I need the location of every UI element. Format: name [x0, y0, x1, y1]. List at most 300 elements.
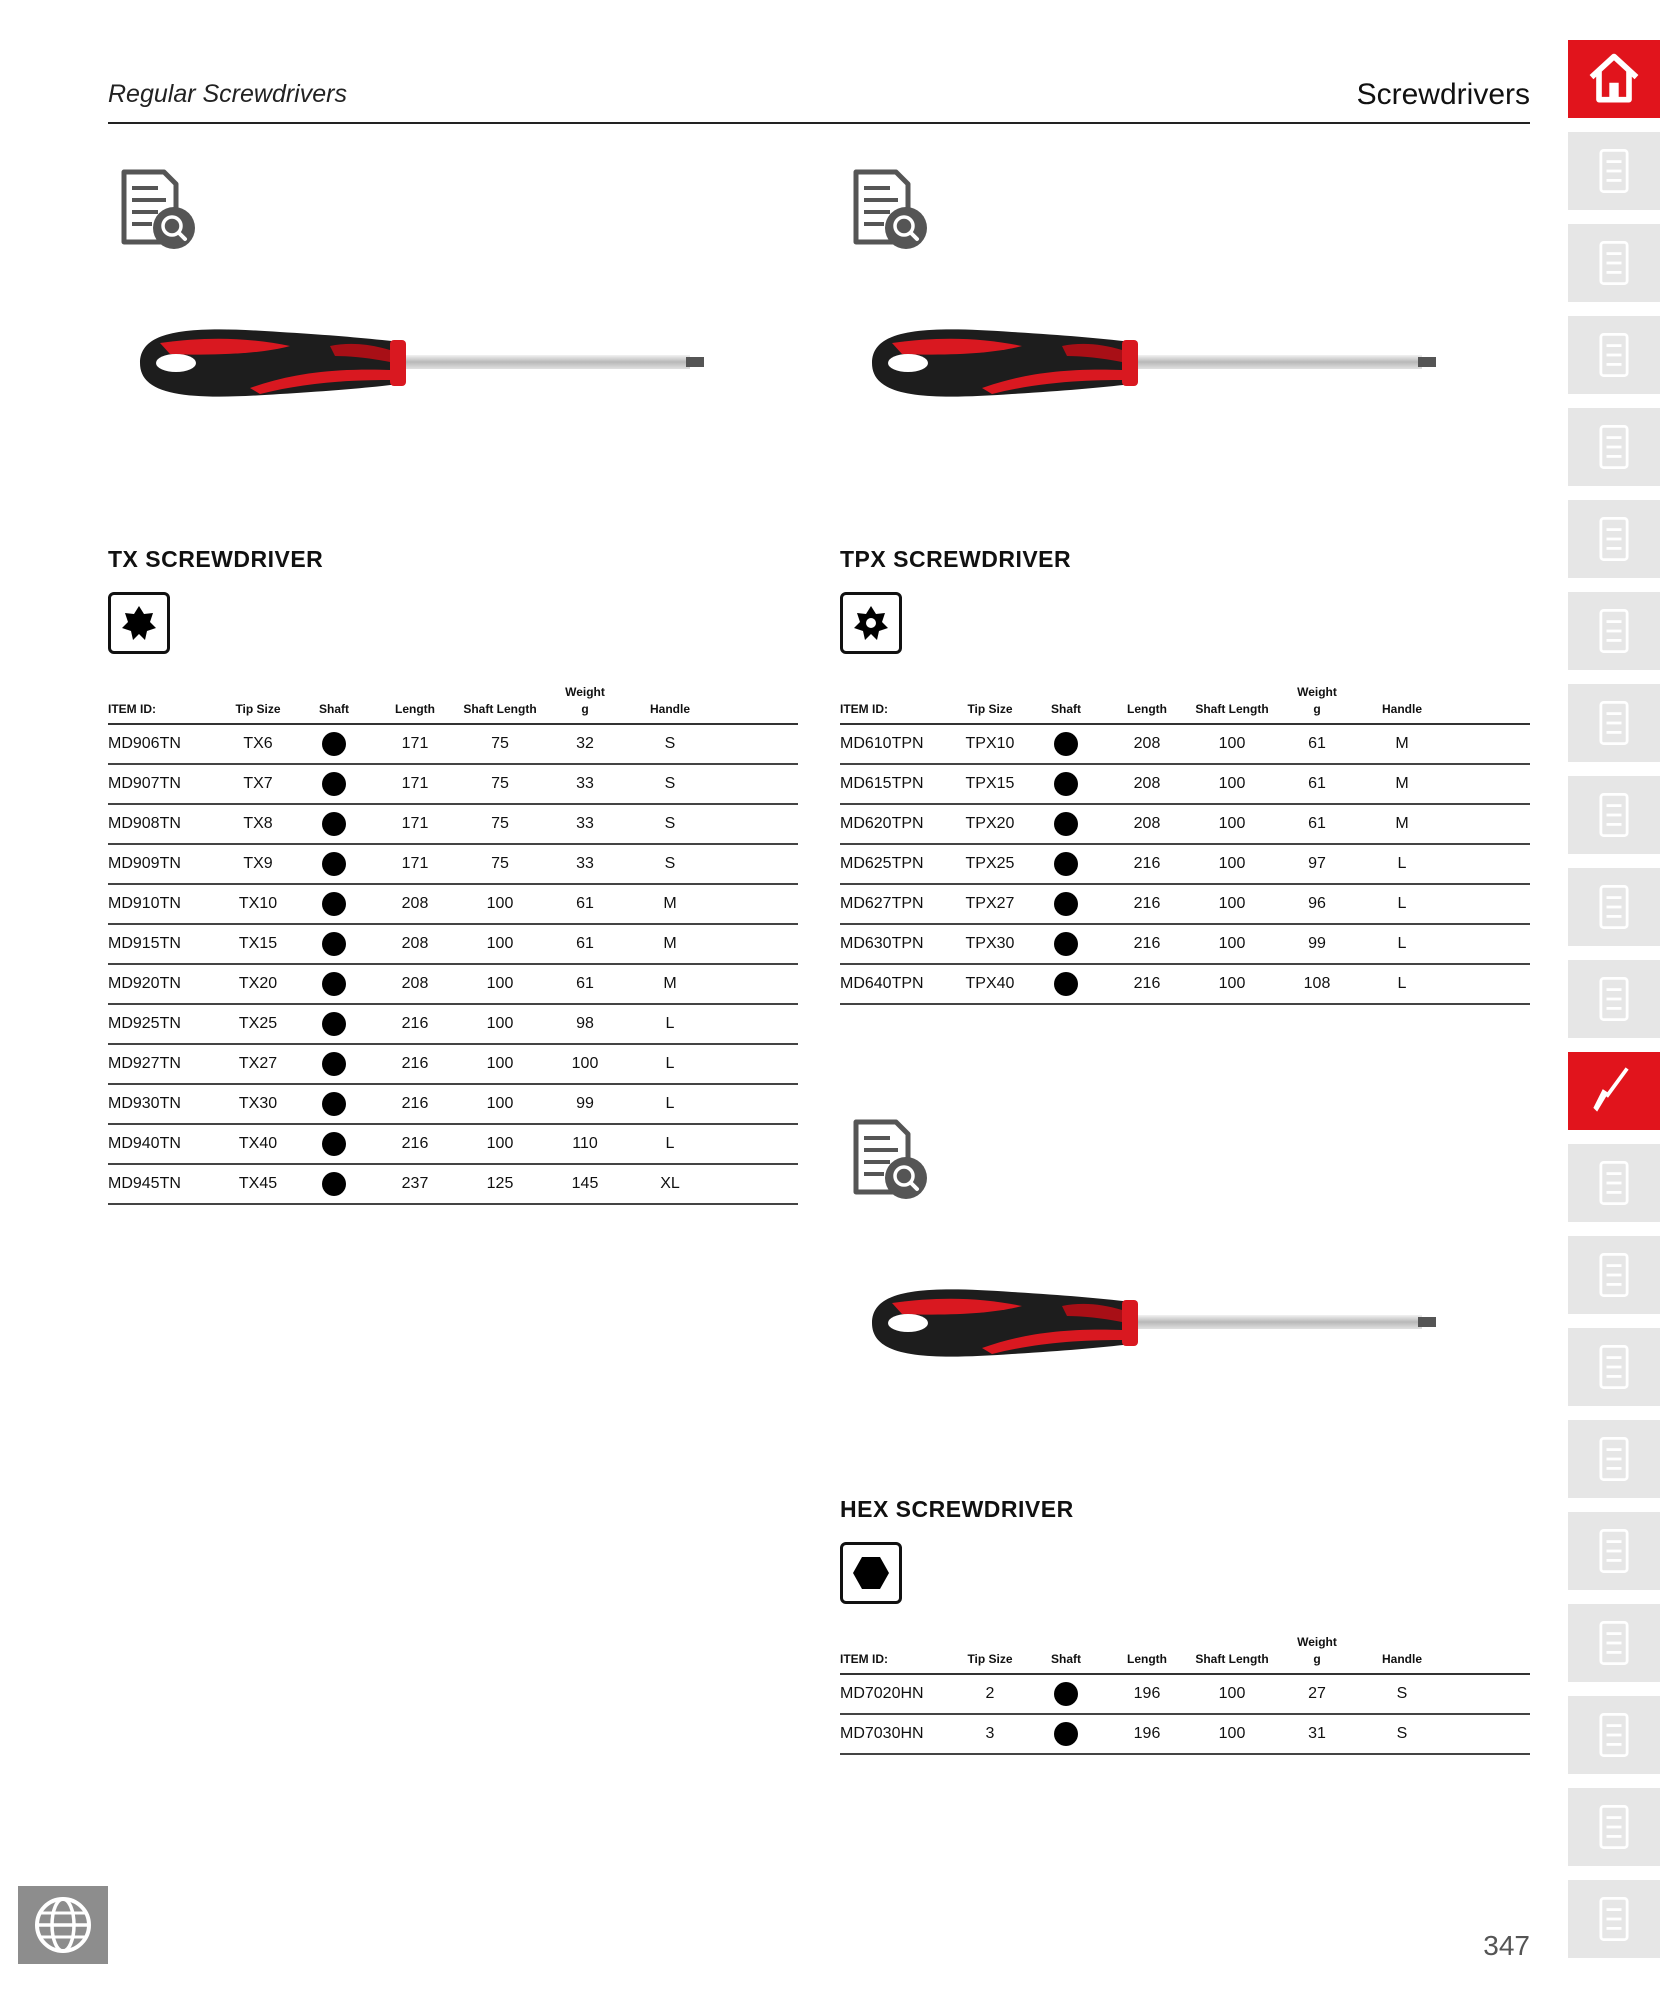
sidebar-tab-measuring-tape[interactable] — [1568, 1604, 1660, 1682]
spacer-cell — [1442, 964, 1530, 1004]
spacer-cell — [1442, 1714, 1530, 1754]
socket-set-icon — [1584, 785, 1644, 845]
table-row — [108, 1124, 798, 1164]
shaft-length-cell: 100 — [1192, 1714, 1272, 1754]
shaft-cell — [298, 1164, 370, 1204]
shaft-length-cell: 100 — [460, 964, 540, 1004]
shaft-length-cell: 100 — [1192, 964, 1272, 1004]
spacer-cell — [710, 1044, 798, 1084]
sidebar-tab-tool-rack[interactable] — [1568, 500, 1660, 578]
sidebar-tab-home[interactable] — [1568, 40, 1660, 118]
round-shaft-icon — [322, 812, 346, 836]
item-id-cell: MD7020HN — [840, 1674, 950, 1714]
item-id-cell: MD927TN — [108, 1044, 218, 1084]
col-shaft: Shaft — [1030, 1628, 1102, 1674]
handle-cell: S — [630, 844, 710, 884]
table-row — [108, 1084, 798, 1124]
length-cell: 216 — [1102, 964, 1192, 1004]
length-cell: 171 — [370, 764, 460, 804]
col-weight: Weight g — [540, 678, 630, 724]
weight-cell: 33 — [540, 844, 630, 884]
handle-cell: L — [630, 1044, 710, 1084]
tip-size-cell: TX7 — [218, 764, 298, 804]
col-spacer — [710, 678, 798, 724]
item-id-cell: MD640TPN — [840, 964, 950, 1004]
table-row — [108, 1004, 798, 1044]
sidebar-tab-adjustable-wrench[interactable] — [1568, 960, 1660, 1038]
tip-size-cell: TPX27 — [950, 884, 1030, 924]
col-shaft: Shaft — [298, 678, 370, 724]
length-cell: 208 — [370, 964, 460, 1004]
item-id-cell: MD945TN — [108, 1164, 218, 1204]
shaft-cell — [298, 844, 370, 884]
tool-module-icon — [1584, 417, 1644, 477]
page-number: 347 — [1483, 1930, 1530, 1961]
shaft-length-cell: 100 — [1192, 724, 1272, 764]
table-row — [108, 964, 798, 1004]
table-header-row — [840, 678, 1530, 724]
shaft-cell — [298, 1004, 370, 1044]
col-spacer — [1442, 678, 1530, 724]
adjustable-wrench-icon — [1584, 969, 1644, 1029]
shaft-length-cell: 75 — [460, 804, 540, 844]
spacer-cell — [1442, 724, 1530, 764]
item-id-cell: MD7030HN — [840, 1714, 950, 1754]
col-item-id: ITEM ID: — [840, 1628, 950, 1674]
weight-cell: 61 — [540, 964, 630, 1004]
datasheet-icon[interactable] — [840, 1114, 932, 1206]
hex-section-title: HEX SCREWDRIVER — [840, 1496, 1074, 1522]
table-header-row — [108, 678, 798, 724]
col-weight: Weight g — [1272, 678, 1362, 724]
col-shaft-length: Shaft Length — [460, 678, 540, 724]
electrical-icon — [1584, 1429, 1644, 1489]
shaft-cell — [1030, 1714, 1102, 1754]
weight-cell: 61 — [1272, 764, 1362, 804]
length-cell: 216 — [370, 1044, 460, 1084]
header-divider — [108, 122, 1530, 124]
tip-size-cell: 3 — [950, 1714, 1030, 1754]
shaft-cell — [1030, 964, 1102, 1004]
shaft-cell — [1030, 804, 1102, 844]
handle-cell: XL — [630, 1164, 710, 1204]
shaft-cell — [298, 924, 370, 964]
weight-cell: 61 — [540, 924, 630, 964]
item-id-cell: MD906TN — [108, 724, 218, 764]
length-cell: 208 — [1102, 724, 1192, 764]
spacer-cell — [710, 804, 798, 844]
spacer-cell — [710, 724, 798, 764]
page-title: Screwdrivers — [1356, 78, 1530, 111]
length-cell: 216 — [370, 1004, 460, 1044]
handle-cell: S — [630, 724, 710, 764]
round-shaft-icon — [322, 1132, 346, 1156]
item-id-cell: MD930TN — [108, 1084, 218, 1124]
length-cell: 196 — [1102, 1674, 1192, 1714]
tip-size-cell: TX8 — [218, 804, 298, 844]
col-item-id: ITEM ID: — [108, 678, 218, 724]
item-id-cell: MD908TN — [108, 804, 218, 844]
item-id-cell: MD940TN — [108, 1124, 218, 1164]
shaft-cell — [1030, 1674, 1102, 1714]
tip-size-cell: TX15 — [218, 924, 298, 964]
col-tip-size: Tip Size — [950, 1628, 1030, 1674]
sidebar-tab-screwdriver[interactable] — [1568, 1052, 1660, 1130]
table-row — [108, 924, 798, 964]
shaft-cell — [298, 1124, 370, 1164]
weight-cell: 98 — [540, 1004, 630, 1044]
item-id-cell: MD915TN — [108, 924, 218, 964]
cutting-knife-icon — [1584, 1521, 1644, 1581]
tx-spec-table — [108, 678, 798, 1205]
shaft-length-cell: 100 — [460, 1124, 540, 1164]
table-row — [840, 924, 1530, 964]
weight-cell: 96 — [1272, 884, 1362, 924]
handle-cell: S — [1362, 1714, 1442, 1754]
spacer-cell — [710, 1164, 798, 1204]
pliers-icon — [1584, 1337, 1644, 1397]
round-shaft-icon — [1054, 892, 1078, 916]
shaft-cell — [298, 884, 370, 924]
length-cell: 171 — [370, 804, 460, 844]
length-cell: 216 — [1102, 884, 1192, 924]
shaft-cell — [298, 1084, 370, 1124]
length-cell: 208 — [370, 884, 460, 924]
col-tip-size: Tip Size — [950, 678, 1030, 724]
shaft-length-cell: 100 — [460, 1084, 540, 1124]
screwdriver-icon — [1584, 1061, 1644, 1121]
length-cell: 171 — [370, 844, 460, 884]
tip-size-cell: 2 — [950, 1674, 1030, 1714]
table-row — [108, 724, 798, 764]
handle-cell: S — [630, 764, 710, 804]
datasheet-icon[interactable] — [840, 164, 932, 256]
home-icon — [1584, 49, 1644, 109]
tip-size-cell: TPX10 — [950, 724, 1030, 764]
handle-cell: L — [630, 1124, 710, 1164]
measuring-tape-icon — [1584, 1613, 1644, 1673]
shaft-cell — [298, 964, 370, 1004]
item-id-cell: MD910TN — [108, 884, 218, 924]
sidebar-tab-tool-tray[interactable] — [1568, 224, 1660, 302]
length-cell: 196 — [1102, 1714, 1192, 1754]
shaft-cell — [1030, 884, 1102, 924]
weight-cell: 145 — [540, 1164, 630, 1204]
tip-size-cell: TX45 — [218, 1164, 298, 1204]
handle-cell: M — [630, 964, 710, 1004]
tip-size-cell: TPX40 — [950, 964, 1030, 1004]
shaft-cell — [298, 804, 370, 844]
sidebar-tab-tool-cabinet[interactable] — [1568, 316, 1660, 394]
shaft-length-cell: 75 — [460, 724, 540, 764]
weight-cell: 33 — [540, 764, 630, 804]
round-shaft-icon — [322, 932, 346, 956]
spacer-cell — [710, 1004, 798, 1044]
col-handle: Handle — [1362, 678, 1442, 724]
round-shaft-icon — [1054, 732, 1078, 756]
item-id-cell: MD920TN — [108, 964, 218, 1004]
length-cell: 216 — [1102, 844, 1192, 884]
table-row — [840, 1714, 1530, 1754]
tx-screwdriver-image — [100, 308, 720, 418]
datasheet-icon[interactable] — [108, 164, 200, 256]
col-length: Length — [1102, 678, 1192, 724]
length-cell: 216 — [1102, 924, 1192, 964]
length-cell: 216 — [370, 1124, 460, 1164]
table-row — [108, 804, 798, 844]
spacer-cell — [1442, 884, 1530, 924]
shaft-length-cell: 100 — [1192, 924, 1272, 964]
tip-size-cell: TPX25 — [950, 844, 1030, 884]
shaft-length-cell: 125 — [460, 1164, 540, 1204]
tip-size-cell: TX27 — [218, 1044, 298, 1084]
tip-size-cell: TX25 — [218, 1004, 298, 1044]
spacer-cell — [710, 884, 798, 924]
shaft-cell — [298, 1044, 370, 1084]
tip-size-cell: TX10 — [218, 884, 298, 924]
table-row — [840, 844, 1530, 884]
sidebar-tab-gear-puller[interactable] — [1568, 1696, 1660, 1774]
sidebar-tab-workshop-gears[interactable] — [1568, 1788, 1660, 1866]
weight-cell: 97 — [1272, 844, 1362, 884]
item-id-cell: MD620TPN — [840, 804, 950, 844]
section-subtitle: Regular Screwdrivers — [108, 80, 347, 108]
table-row — [840, 804, 1530, 844]
length-cell: 208 — [370, 924, 460, 964]
tool-trolley-icon — [1584, 141, 1644, 201]
bits-icon — [1584, 1153, 1644, 1213]
hammer-icon — [1584, 1889, 1644, 1949]
weight-cell: 31 — [1272, 1714, 1362, 1754]
weight-cell: 61 — [1272, 804, 1362, 844]
table-row — [108, 1044, 798, 1084]
col-shaft-length: Shaft Length — [1192, 1628, 1272, 1674]
item-id-cell: MD627TPN — [840, 884, 950, 924]
tip-size-cell: TX6 — [218, 724, 298, 764]
weight-cell: 110 — [540, 1124, 630, 1164]
sidebar-tab-workbench[interactable] — [1568, 592, 1660, 670]
shaft-length-cell: 100 — [1192, 844, 1272, 884]
length-cell: 216 — [370, 1084, 460, 1124]
handle-cell: L — [1362, 964, 1442, 1004]
spacer-cell — [710, 964, 798, 1004]
tpx-screwdriver-image — [832, 308, 1452, 418]
col-handle: Handle — [630, 678, 710, 724]
item-id-cell: MD625TPN — [840, 844, 950, 884]
website-button[interactable] — [18, 1886, 108, 1964]
shaft-cell — [1030, 924, 1102, 964]
shaft-cell — [1030, 764, 1102, 804]
item-id-cell: MD615TPN — [840, 764, 950, 804]
tip-size-cell: TPX20 — [950, 804, 1030, 844]
sidebar-tab-combination-wrench[interactable] — [1568, 684, 1660, 762]
weight-cell: 108 — [1272, 964, 1362, 1004]
weight-cell: 100 — [540, 1044, 630, 1084]
sidebar-tab-socket-set[interactable] — [1568, 776, 1660, 854]
spacer-cell — [710, 764, 798, 804]
hex-spec-table — [840, 1628, 1530, 1755]
sidebar-tab-torque-wrench[interactable] — [1568, 868, 1660, 946]
table-row — [840, 764, 1530, 804]
round-shaft-icon — [322, 1092, 346, 1116]
tpx-section-title: TPX SCREWDRIVER — [840, 546, 1072, 572]
combination-wrench-icon — [1584, 693, 1644, 753]
tip-size-cell: TX9 — [218, 844, 298, 884]
col-item-id: ITEM ID: — [840, 678, 950, 724]
handle-cell: M — [1362, 724, 1442, 764]
round-shaft-icon — [322, 772, 346, 796]
shaft-length-cell: 75 — [460, 844, 540, 884]
spacer-cell — [710, 1084, 798, 1124]
weight-cell: 99 — [540, 1084, 630, 1124]
hex-screwdriver-image — [832, 1268, 1452, 1378]
length-cell: 208 — [1102, 804, 1192, 844]
round-shaft-icon — [1054, 1722, 1078, 1746]
handle-cell: M — [1362, 804, 1442, 844]
shaft-length-cell: 100 — [460, 1044, 540, 1084]
spacer-cell — [710, 924, 798, 964]
table-row — [108, 1164, 798, 1204]
round-shaft-icon — [1054, 852, 1078, 876]
tip-size-cell: TX40 — [218, 1124, 298, 1164]
torque-wrench-icon — [1584, 877, 1644, 937]
tx-section-title: TX SCREWDRIVER — [108, 546, 324, 572]
weight-cell: 61 — [540, 884, 630, 924]
col-tip-size: Tip Size — [218, 678, 298, 724]
round-shaft-icon — [1054, 772, 1078, 796]
col-shaft-length: Shaft Length — [1192, 678, 1272, 724]
tool-tray-icon — [1584, 233, 1644, 293]
shaft-length-cell: 100 — [1192, 764, 1272, 804]
hexagon-icon — [840, 1542, 902, 1604]
handle-cell: S — [1362, 1674, 1442, 1714]
shaft-length-cell: 100 — [460, 924, 540, 964]
round-shaft-icon — [1054, 812, 1078, 836]
table-row — [840, 884, 1530, 924]
table-row — [108, 884, 798, 924]
table-row — [840, 724, 1530, 764]
shaft-cell — [1030, 724, 1102, 764]
tip-size-cell: TX20 — [218, 964, 298, 1004]
table-row — [108, 764, 798, 804]
sidebar-tab-electrical[interactable] — [1568, 1420, 1660, 1498]
spacer-cell — [1442, 924, 1530, 964]
sidebar-tab-bits[interactable] — [1568, 1144, 1660, 1222]
table-row — [108, 844, 798, 884]
col-spacer — [1442, 1628, 1530, 1674]
sidebar-tab-pliers[interactable] — [1568, 1328, 1660, 1406]
col-shaft: Shaft — [1030, 678, 1102, 724]
item-id-cell: MD925TN — [108, 1004, 218, 1044]
col-weight: Weight g — [1272, 1628, 1362, 1674]
shaft-length-cell: 100 — [1192, 884, 1272, 924]
handle-cell: L — [1362, 884, 1442, 924]
round-shaft-icon — [322, 972, 346, 996]
workbench-icon — [1584, 601, 1644, 661]
handle-cell: S — [630, 804, 710, 844]
round-shaft-icon — [1054, 1682, 1078, 1706]
handle-cell: M — [1362, 764, 1442, 804]
round-shaft-icon — [1054, 932, 1078, 956]
tool-rack-icon — [1584, 509, 1644, 569]
spacer-cell — [710, 844, 798, 884]
col-length: Length — [370, 678, 460, 724]
gear-puller-icon — [1584, 1705, 1644, 1765]
handle-cell: L — [1362, 924, 1442, 964]
shaft-length-cell: 100 — [460, 884, 540, 924]
spacer-cell — [1442, 804, 1530, 844]
handle-cell: L — [630, 1004, 710, 1044]
item-id-cell: MD630TPN — [840, 924, 950, 964]
round-shaft-icon — [322, 892, 346, 916]
round-shaft-icon — [322, 852, 346, 876]
spacer-cell — [710, 1124, 798, 1164]
workshop-gears-icon — [1584, 1797, 1644, 1857]
handle-cell: M — [630, 924, 710, 964]
col-length: Length — [1102, 1628, 1192, 1674]
tip-size-cell: TX30 — [218, 1084, 298, 1124]
round-shaft-icon — [322, 1012, 346, 1036]
sidebar-tab-tool-module[interactable] — [1568, 408, 1660, 486]
globe-icon — [31, 1893, 95, 1957]
sidebar-tab-hammer[interactable] — [1568, 1880, 1660, 1958]
table-header-row — [840, 1628, 1530, 1674]
shaft-length-cell: 100 — [1192, 804, 1272, 844]
weight-cell: 61 — [1272, 724, 1362, 764]
tip-size-cell: TPX30 — [950, 924, 1030, 964]
torx-star-icon — [108, 592, 170, 654]
spacer-cell — [1442, 764, 1530, 804]
round-shaft-icon — [322, 732, 346, 756]
handle-cell: M — [630, 884, 710, 924]
item-id-cell: MD909TN — [108, 844, 218, 884]
weight-cell: 99 — [1272, 924, 1362, 964]
round-shaft-icon — [322, 1172, 346, 1196]
sidebar-tab-cutting-knife[interactable] — [1568, 1512, 1660, 1590]
tool-cabinet-icon — [1584, 325, 1644, 385]
table-row — [840, 964, 1530, 1004]
handle-cell: L — [1362, 844, 1442, 884]
length-cell: 171 — [370, 724, 460, 764]
weight-cell: 27 — [1272, 1674, 1362, 1714]
spacer-cell — [1442, 1674, 1530, 1714]
round-shaft-icon — [322, 1052, 346, 1076]
handle-cell: L — [630, 1084, 710, 1124]
length-cell: 237 — [370, 1164, 460, 1204]
shaft-length-cell: 75 — [460, 764, 540, 804]
item-id-cell: MD610TPN — [840, 724, 950, 764]
hex-keys-icon — [1584, 1245, 1644, 1305]
shaft-length-cell: 100 — [1192, 1674, 1272, 1714]
tamperproof-torx-icon — [840, 592, 902, 654]
shaft-cell — [1030, 844, 1102, 884]
item-id-cell: MD907TN — [108, 764, 218, 804]
sidebar-tab-hex-keys[interactable] — [1568, 1236, 1660, 1314]
spacer-cell — [1442, 844, 1530, 884]
tpx-spec-table — [840, 678, 1530, 1005]
length-cell: 208 — [1102, 764, 1192, 804]
weight-cell: 32 — [540, 724, 630, 764]
weight-cell: 33 — [540, 804, 630, 844]
round-shaft-icon — [1054, 972, 1078, 996]
table-row — [840, 1674, 1530, 1714]
sidebar-tab-tool-trolley[interactable] — [1568, 132, 1660, 210]
tip-size-cell: TPX15 — [950, 764, 1030, 804]
shaft-length-cell: 100 — [460, 1004, 540, 1044]
shaft-cell — [298, 724, 370, 764]
shaft-cell — [298, 764, 370, 804]
col-handle: Handle — [1362, 1628, 1442, 1674]
